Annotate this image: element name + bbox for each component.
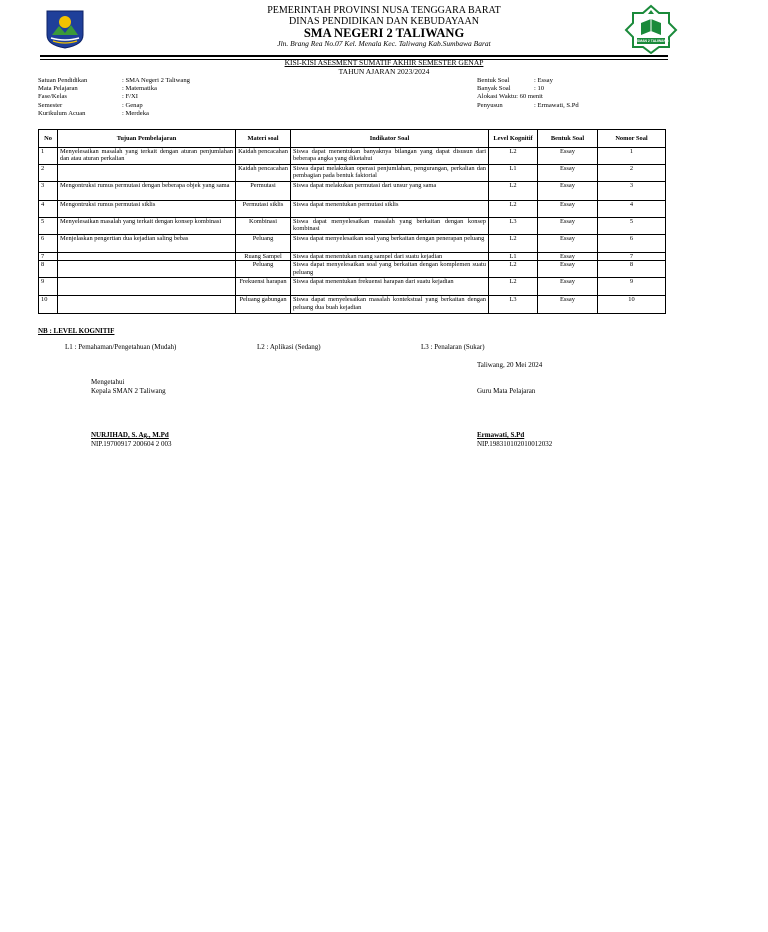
cell-nomor: 6: [598, 235, 666, 253]
cell-bentuk: Essay: [538, 261, 598, 278]
table-row: [39, 201, 666, 218]
cell-tujuan: Menyelesaikan masalah yang terkait dengan aturan penjumlahan dan atau aturan perkalian: [58, 148, 236, 165]
info-right: [477, 77, 579, 110]
cell-tujuan: [58, 253, 236, 261]
info-value: : Ermawati, S.Pd: [534, 101, 579, 109]
signature-left-name-block: [91, 431, 172, 449]
cell-nomor: 5: [598, 218, 666, 235]
info-value: : Merdeka: [122, 109, 149, 117]
right-nip: NIP.198310102010012032: [477, 440, 553, 448]
cell-level: L2: [489, 235, 538, 253]
header-department: DINAS PENDIDIKAN DAN KEBUDAYAAN: [289, 16, 479, 27]
place-date: Taliwang, 20 Mei 2024: [477, 361, 543, 369]
right-name: Ermawati, S.Pd: [477, 431, 525, 439]
header-nomor: Nomor Soal: [598, 130, 666, 148]
letterhead-rule-thick: [40, 55, 668, 57]
header-school-name: SMA NEGERI 2 TALIWANG: [303, 26, 465, 40]
table-header-row: [39, 130, 666, 148]
level-l1: L1 : Pemahaman/Pengetahuan (Mudah): [65, 343, 177, 351]
info-label: Bentuk Soal: [477, 77, 510, 84]
cell-indikator: Siswa dapat menyelesaikan masalah yang berkaitan dengan konsep kombinasi: [291, 218, 489, 235]
cell-level: L1: [489, 165, 538, 182]
cell-tujuan: Menyelesaikan masalah yang terkait dengan konsep kombinasi: [58, 218, 236, 235]
cell-materi: Frekuensi harapan: [236, 278, 291, 296]
cell-indikator: Siswa dapat menentukan permutasi siklis: [291, 201, 489, 218]
cell-level: L2: [489, 182, 538, 201]
cell-nomor: 9: [598, 278, 666, 296]
table-row: [39, 296, 666, 314]
info-label: Penyusun: [477, 101, 503, 109]
info-label: Fase/Kelas: [38, 93, 67, 101]
header-tujuan: Tujuan Pembelajaran: [58, 130, 236, 148]
header-indikator: Indikator Soal: [291, 130, 489, 148]
info-value: : 60 menit: [516, 93, 543, 101]
cell-indikator: Siswa dapat menyelesaikan masalah kontekstual yang berkaitan dengan peluang dua buah kejadian: [291, 296, 489, 314]
cell-no: 1: [39, 148, 58, 165]
cell-nomor: 7: [598, 253, 666, 261]
table-row: [39, 218, 666, 235]
cell-no: 9: [39, 278, 58, 296]
header-materi: Materi soal: [236, 130, 291, 148]
table-row: [39, 261, 666, 278]
cell-indikator: Siswa dapat melakukan operasi penjumlahan, pengurangan, perkalian dan pembagian pada bentuk faktorial: [291, 165, 489, 182]
level-l2: L2 : Aplikasi (Sedang): [257, 343, 321, 351]
left-nip: NIP.19700917 200604 2 003: [91, 440, 172, 448]
cell-materi: Kaidah pencacahan: [236, 165, 291, 182]
table-row: [39, 235, 666, 253]
cell-indikator: Siswa dapat menentukan frekuensi harapan dari suatu kejadian: [291, 278, 489, 296]
cell-no: 7: [39, 253, 58, 261]
cell-indikator: Siswa dapat menentukan banyaknya bilangan yang dapat disusun dari beberapa angka yang diketahui: [291, 148, 489, 165]
signature-right-name-block: [477, 431, 552, 449]
cell-level: L3: [489, 218, 538, 235]
level-l3: L3 : Penalaran (Sukar): [421, 343, 485, 351]
cell-no: 6: [39, 235, 58, 253]
cell-bentuk: Essay: [538, 235, 598, 253]
cell-materi: Ruang Sampel: [236, 253, 291, 261]
info-label: Satuan Pendidikan: [38, 77, 88, 84]
header-no: No: [39, 130, 58, 148]
cell-level: L3: [489, 296, 538, 314]
cell-materi: Peluang: [236, 235, 291, 253]
cell-bentuk: Essay: [538, 148, 598, 165]
info-label: Kurikulum Acuan: [38, 109, 86, 117]
left-position: Kepala SMAN 2 Taliwang: [91, 387, 166, 395]
cell-indikator: Siswa dapat menentukan ruang sampel dari suatu kejadian: [291, 253, 489, 261]
cell-tujuan: Mengontruksi rumus permutasi dengan beberapa objek yang sama: [58, 182, 236, 201]
cell-no: 10: [39, 296, 58, 314]
cell-level: L2: [489, 278, 538, 296]
left-name: NURJIHAD, S. Ag., M.Pd: [91, 431, 169, 439]
table-row: [39, 182, 666, 201]
info-value: : SMA Negeri 2 Taliwang: [122, 77, 190, 84]
info-label: Semester: [38, 101, 63, 109]
cell-bentuk: Essay: [538, 296, 598, 314]
table-row: [39, 165, 666, 182]
cell-indikator: Siswa dapat melakukan permutasi dari unsur yang sama: [291, 182, 489, 201]
cell-bentuk: Essay: [538, 278, 598, 296]
cell-indikator: Siswa dapat menyelesaikan soal yang berkaitan dengan penerapan peluang: [291, 235, 489, 253]
cell-level: L2: [489, 201, 538, 218]
cell-nomor: 3: [598, 182, 666, 201]
table-row: [39, 278, 666, 296]
cell-nomor: 10: [598, 296, 666, 314]
cell-level: L2: [489, 261, 538, 278]
cell-nomor: 4: [598, 201, 666, 218]
cell-tujuan: Mengontruksi rumus permutasi siklis: [58, 201, 236, 218]
right-title: Guru Mata Pelajaran: [477, 387, 536, 395]
cell-no: 5: [39, 218, 58, 235]
cell-no: 2: [39, 165, 58, 182]
cell-tujuan: [58, 296, 236, 314]
cell-bentuk: Essay: [538, 253, 598, 261]
header-government: PEMERINTAH PROVINSI NUSA TENGGARA BARAT: [267, 5, 501, 16]
cell-nomor: 8: [598, 261, 666, 278]
document-year: TAHUN AJARAN 2023/2024: [338, 67, 430, 76]
cell-bentuk: Essay: [538, 218, 598, 235]
cell-materi: Kombinasi: [236, 218, 291, 235]
school-logo-text: SMAN 2 TALIWANG: [637, 38, 669, 43]
info-label: Alokasi Waktu: [477, 93, 517, 101]
info-value: : Genap: [122, 101, 143, 109]
cell-tujuan: [58, 261, 236, 278]
cell-no: 8: [39, 261, 58, 278]
info-label: Banyak Soal: [477, 85, 511, 93]
info-value: : 10: [534, 85, 545, 93]
cell-tujuan: [58, 165, 236, 182]
header-level: Level Kognitif: [489, 130, 538, 148]
header-bentuk: Bentuk Soal: [538, 130, 598, 148]
info-value: : Essay: [534, 77, 553, 84]
cell-bentuk: Essay: [538, 165, 598, 182]
cell-tujuan: [58, 278, 236, 296]
cell-no: 4: [39, 201, 58, 218]
document-title: KISI-KISI ASESMENT SUMATIF AKHIR SEMESTER GENAP: [284, 58, 484, 67]
table-row: [39, 148, 666, 165]
cell-level: L1: [489, 253, 538, 261]
header-address: Jln. Brang Rea No.07 Kel. Menala Kec. Taliwang Kab.Sumbawa Barat: [277, 39, 491, 48]
cell-materi: Kaidah pencacahan: [236, 148, 291, 165]
cell-nomor: 1: [598, 148, 666, 165]
info-label: Mata Pelajaran: [38, 85, 78, 93]
cell-level: L2: [489, 148, 538, 165]
table-row: [39, 253, 666, 261]
cell-nomor: 2: [598, 165, 666, 182]
cell-materi: Permutasi: [236, 182, 291, 201]
signature-left: [91, 378, 166, 396]
cell-materi: Permutasi siklis: [236, 201, 291, 218]
info-value: : F/XI: [122, 93, 138, 101]
info-value: : Matematika: [122, 85, 157, 93]
cell-materi: Peluang gabungan: [236, 296, 291, 314]
cell-indikator: Siswa dapat menyelesaikan soal yang berkaitan dengan komplemen suatu peluang: [291, 261, 489, 278]
cell-no: 3: [39, 182, 58, 201]
left-acknowledge: Mengetahui: [91, 378, 125, 386]
cell-bentuk: Essay: [538, 182, 598, 201]
info-left: [38, 77, 190, 118]
kisi-kisi-table: [38, 129, 666, 314]
cell-materi: Peluang: [236, 261, 291, 278]
nb-title: NB : LEVEL KOGNITIF: [38, 327, 115, 335]
cell-tujuan: Menjelaskan pengertian dua kejadian saling bebas: [58, 235, 236, 253]
cell-bentuk: Essay: [538, 201, 598, 218]
